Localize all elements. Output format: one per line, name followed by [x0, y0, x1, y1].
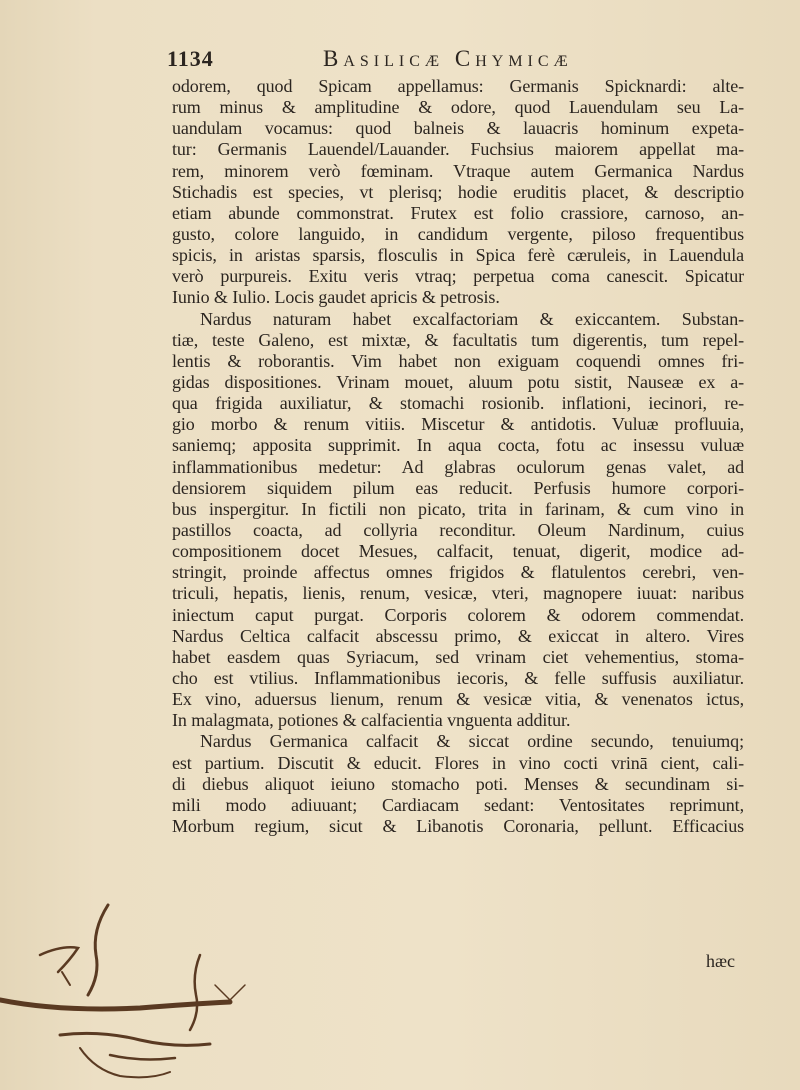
text-line: odorem, quod Spicam appellamus: Germanis Spicknardi: alte- [172, 76, 744, 96]
body-text [172, 76, 744, 837]
text-line: inflammationibus medetur: Ad glabras oculorum genas valet, ad [172, 456, 744, 477]
text-line: qua frigida auxiliatur, & stomachi rosionib. inflationi, iecinori, re- [172, 393, 744, 414]
text-line: densiorem siquidem pilum eas reducit. Perfusis humore corpori- [172, 477, 744, 498]
text-line: habet easdem quas Syriacum, sed vrinam ciet vehementius, stoma- [172, 646, 744, 667]
text-line: rem, minorem verò fœminam. Vtraque autem Germanica Nardus [172, 160, 744, 181]
text-line: pastillos coacta, ad collyria reconditur. Oleum Nardinum, cuius [172, 519, 744, 540]
text-line: Stichadis est species, vt plerisq; hodie eruditis placet, & descriptio [172, 181, 744, 202]
text-line: stringit, proinde affectus omnes frigidos & flatulentos cerebri, ven- [172, 562, 744, 583]
page-title: Basilicæ Chymicæ [323, 46, 573, 71]
text-line: tiæ, teste Galeno, est mixtæ, & facultatis tum digerentis, tum repel- [172, 329, 744, 350]
text-line: verò purpureis. Exitu veris vtraq; perpetua coma canescit. Spicatur [172, 266, 744, 287]
text-line: uandulam vocamus: quod balneis & lauacris hominum expeta- [172, 118, 744, 139]
catchword: hæc [706, 951, 735, 971]
text-line: tur: Germanis Lauendel/Lauander. Fuchsius maiorem appellat ma- [172, 139, 744, 160]
text-line: In malagmata, potiones & calfacientia vnguenta additur. [172, 710, 571, 731]
text-line: compositionem docet Mesues, calfacit, tenuat, digerit, modice ad- [172, 541, 744, 562]
text-line: rum minus & amplitudine & odore, quod Lauendulam seu La- [172, 97, 744, 118]
text-line: Ex vino, aduersus lienum, renum & vesicæ vitia, & venenatos ictus, [172, 689, 744, 710]
running-head [0, 34, 800, 74]
text-line: triculi, hepatis, lienis, renum, vesicæ, vteri, magnopere iuuat: naribus [172, 583, 744, 604]
text-line: gio morbo & renum vitiis. Miscetur & antidotis. Vuluæ profluuia, [172, 414, 744, 435]
text-line: gidas dispositiones. Vrinam mouet, aluum potu sistit, Nauseæ ex a- [172, 371, 744, 392]
text-line: Nardus Celtica calfacit abscessu primo, & exiccat in altero. Vires [172, 625, 744, 646]
text-line: Iunio & Iulio. Locis gaudet apricis & petrosis. [172, 287, 500, 308]
text-line: lentis & roborantis. Vim habet non exiguam coquendi omnes fri- [172, 350, 744, 371]
text-line: cho est vtilius. Inflammationibus iecoris, & felle suffusis auxiliatur. [172, 667, 744, 688]
text-line: Nardus naturam habet excalfactoriam & exiccantem. Substan- [200, 308, 744, 329]
text-line: est partium. Discutit & educit. Flores in vino cocti vrinā cient, cali- [172, 752, 744, 773]
text-line: bus inspergitur. In fictili non picato, trita in farinam, & cum vino in [172, 498, 744, 519]
text-line: iniectum caput purgat. Corporis colorem & odorem commendat. [172, 604, 744, 625]
text-line: Nardus Germanica calfacit & siccat ordine secundo, tenuiumq; [200, 731, 744, 752]
page-number: 1134 [167, 46, 214, 71]
text-line: etiam abunde commonstrat. Frutex est folio crassiore, carnoso, an- [172, 202, 744, 223]
text-line: gusto, colore languido, in candidum vergente, piloso frequentibus [172, 223, 744, 244]
text-line: di diebus aliquot ieiuno stomacho poti. Menses & secundinam si- [172, 773, 744, 794]
text-line: Morbum regium, sicut & Libanotis Coronaria, pellunt. Efficacius [172, 815, 744, 836]
text-line: spicis, in aristas sparsis, flosculis in Spica ferè cæruleis, in Lauendula [172, 245, 744, 266]
text-line: mili modo adiuuant; Cardiacam sedant: Ventositates reprimunt, [172, 794, 744, 815]
text-line: saniemq; apposita supprimit. In aqua cocta, fotu ac insessu vuluæ [172, 435, 744, 456]
